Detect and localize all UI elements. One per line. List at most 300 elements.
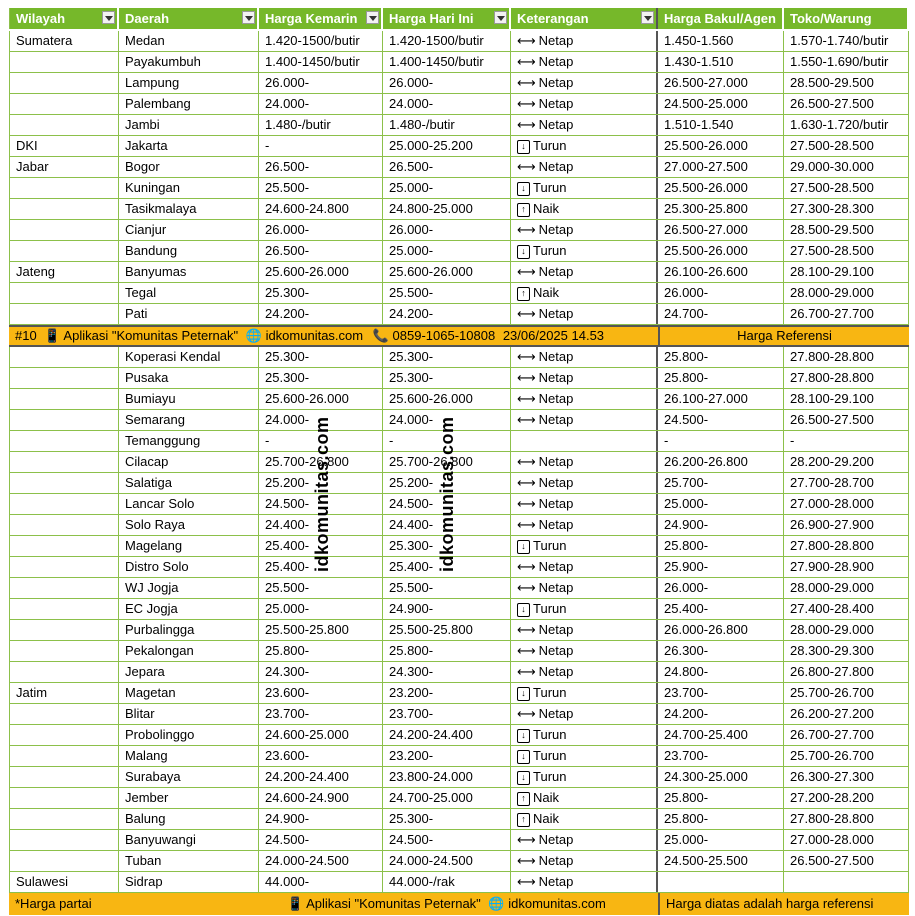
- cell-1: [119, 262, 259, 282]
- cell-text: 25.200-: [265, 475, 310, 490]
- cell-text: 26.200-27.200: [790, 706, 874, 721]
- table-row: [9, 73, 909, 94]
- left-right-arrow-icon: ⟷: [517, 349, 536, 364]
- cell-text: 24.200-24.400: [389, 727, 473, 742]
- cell-text: DKI: [16, 138, 38, 153]
- cell-6: [784, 115, 909, 135]
- cell-6: [784, 241, 909, 261]
- cell-3: [383, 241, 511, 261]
- down-arrow-box-icon: ↓: [517, 771, 530, 785]
- table-row: [9, 283, 909, 304]
- cell-5: [658, 851, 784, 871]
- cell-0: [9, 830, 119, 850]
- table-row: [9, 557, 909, 578]
- table-row: [9, 788, 909, 809]
- cell-text: 26.000-: [265, 75, 310, 90]
- cell-text: 26.500-27.500: [790, 412, 874, 427]
- cell-2: [259, 809, 383, 829]
- cell-text: Netap: [538, 706, 574, 721]
- cell-text: 24.700-25.000: [389, 790, 473, 805]
- cell-text: Jember: [125, 790, 169, 805]
- cell-6: [784, 368, 909, 388]
- cell-1: [119, 283, 259, 303]
- cell-5: [658, 283, 784, 303]
- cell-0: [9, 31, 119, 51]
- cell-6: [784, 725, 909, 745]
- cell-4: [511, 536, 658, 556]
- table-row: [9, 494, 909, 515]
- cell-3: [383, 136, 511, 156]
- cell-1: [119, 494, 259, 514]
- cell-text: 1.420-1500/butir: [389, 33, 484, 48]
- cell-text: Koperasi Kendal: [125, 349, 221, 364]
- cell-text: -: [790, 433, 795, 448]
- cell-text: 25.500-25.800: [389, 622, 473, 637]
- cell-1: [119, 452, 259, 472]
- cell-text: Surabaya: [125, 769, 181, 784]
- cell-6: [784, 704, 909, 724]
- cell-text: 26.500-: [265, 243, 310, 258]
- banner-phone: 0859-1065-10808: [392, 328, 496, 343]
- cell-4: [511, 662, 658, 682]
- cell-text: Naik: [533, 285, 560, 300]
- cell-text: 24.900-: [664, 517, 709, 532]
- up-arrow-box-icon: ↑: [517, 792, 530, 806]
- cell-text: Solo Raya: [125, 517, 185, 532]
- cell-text: -: [265, 138, 270, 153]
- cell-text: 24.000-: [265, 96, 310, 111]
- left-right-arrow-icon: ⟷: [517, 117, 536, 132]
- cell-text: 26.500-27.000: [664, 222, 748, 237]
- cell-text: 25.500-26.000: [664, 243, 748, 258]
- cell-text: 24.000-: [265, 412, 310, 427]
- cell-3: [383, 262, 511, 282]
- cell-4: [511, 220, 658, 240]
- header-2: [259, 8, 383, 29]
- cell-0: [9, 136, 119, 156]
- cell-text: Lancar Solo: [125, 496, 195, 511]
- cell-0: [9, 725, 119, 745]
- globe-icon: 🌐: [488, 896, 505, 911]
- cell-3: [383, 872, 511, 892]
- cell-2: [259, 31, 383, 51]
- cell-1: [119, 473, 259, 493]
- cell-text: Netap: [538, 222, 574, 237]
- cell-text: 25.300-: [265, 285, 310, 300]
- down-arrow-box-icon: ↓: [517, 540, 530, 554]
- cell-6: [784, 199, 909, 219]
- left-right-arrow-icon: ⟷: [517, 496, 536, 511]
- cell-text: Bumiayu: [125, 391, 176, 406]
- cell-0: [9, 94, 119, 114]
- cell-text: Malang: [125, 748, 168, 763]
- cell-5: [658, 725, 784, 745]
- cell-5: [658, 473, 784, 493]
- cell-0: [9, 872, 119, 892]
- cell-text: 1.630-1.720/butir: [790, 117, 889, 132]
- cell-text: 26.000-26.800: [664, 622, 748, 637]
- cell-text: Payakumbuh: [125, 54, 201, 69]
- cell-text: 25.300-: [265, 370, 310, 385]
- footer-app: [281, 893, 658, 915]
- cell-text: Turun: [533, 601, 567, 616]
- cell-5: [658, 620, 784, 640]
- cell-text: -: [389, 433, 394, 448]
- cell-5: [658, 178, 784, 198]
- cell-5: [658, 115, 784, 135]
- cell-6: [784, 494, 909, 514]
- left-right-arrow-icon: ⟷: [517, 706, 536, 721]
- cell-text: Tasikmalaya: [125, 201, 197, 216]
- cell-text: Netap: [538, 874, 574, 889]
- cell-6: [784, 410, 909, 430]
- left-right-arrow-icon: ⟷: [517, 264, 536, 279]
- cell-text: Netap: [538, 832, 574, 847]
- cell-text: 25.700-26.800: [389, 454, 473, 469]
- cell-0: [9, 347, 119, 367]
- banner-left: [9, 327, 658, 345]
- cell-text: 25.300-: [389, 811, 434, 826]
- cell-text: Banyuwangi: [125, 832, 196, 847]
- cell-0: [9, 809, 119, 829]
- cell-text: 27.000-28.000: [790, 496, 874, 511]
- cell-1: [119, 620, 259, 640]
- table-row: [9, 746, 909, 767]
- cell-1: [119, 368, 259, 388]
- banner-site: idkomunitas.com: [265, 328, 364, 343]
- table-row: [9, 199, 909, 220]
- table-row: [9, 31, 909, 52]
- filter-dropdown-icon[interactable]: [641, 11, 654, 24]
- cell-1: [119, 767, 259, 787]
- cell-0: [9, 262, 119, 282]
- cell-4: [511, 283, 658, 303]
- cell-0: [9, 641, 119, 661]
- cell-6: [784, 283, 909, 303]
- cell-1: [119, 683, 259, 703]
- cell-text: Pati: [125, 306, 148, 321]
- cell-text: 25.300-25.800: [664, 201, 748, 216]
- cell-text: 25.200-: [389, 475, 434, 490]
- cell-6: [784, 31, 909, 51]
- cell-6: [784, 94, 909, 114]
- cell-3: [383, 199, 511, 219]
- cell-3: [383, 788, 511, 808]
- cell-4: [511, 452, 658, 472]
- cell-4: [511, 872, 658, 892]
- cell-4: [511, 115, 658, 135]
- cell-4: [511, 809, 658, 829]
- cell-text: Netap: [538, 643, 574, 658]
- cell-2: [259, 157, 383, 177]
- header-label: Toko/Warung: [790, 11, 872, 26]
- table-row: [9, 473, 909, 494]
- cell-6: [784, 262, 909, 282]
- cell-text: 26.000-: [389, 222, 434, 237]
- cell-1: [119, 115, 259, 135]
- cell-text: Netap: [538, 454, 574, 469]
- cell-4: [511, 830, 658, 850]
- left-right-arrow-icon: ⟷: [517, 75, 536, 90]
- cell-2: [259, 73, 383, 93]
- table-row: [9, 809, 909, 830]
- cell-text: Purbalingga: [125, 622, 195, 637]
- cell-text: Netap: [538, 391, 574, 406]
- left-right-arrow-icon: ⟷: [517, 853, 536, 868]
- cell-text: Naik: [533, 811, 560, 826]
- cell-text: 24.500-: [389, 496, 434, 511]
- cell-text: 27.500-28.500: [790, 180, 874, 195]
- cell-text: 27.700-28.700: [790, 475, 874, 490]
- cell-text: Naik: [533, 201, 560, 216]
- cell-5: [658, 788, 784, 808]
- cell-text: Cianjur: [125, 222, 167, 237]
- cell-6: [784, 599, 909, 619]
- cell-2: [259, 136, 383, 156]
- cell-4: [511, 31, 658, 51]
- cell-text: 26.300-: [664, 643, 709, 658]
- cell-0: [9, 536, 119, 556]
- cell-text: 27.300-28.300: [790, 201, 874, 216]
- cell-3: [383, 578, 511, 598]
- cell-4: [511, 52, 658, 72]
- footer-reference: Harga diatas adalah harga referensi: [658, 893, 909, 915]
- cell-1: [119, 809, 259, 829]
- cell-text: 25.600-26.000: [265, 264, 349, 279]
- cell-text: Jakarta: [125, 138, 168, 153]
- cell-text: 1.570-1.740/butir: [790, 33, 889, 48]
- cell-text: 24.400-: [389, 517, 434, 532]
- cell-text: 24.700-: [664, 306, 709, 321]
- cell-text: 25.000-25.200: [389, 138, 473, 153]
- cell-4: [511, 620, 658, 640]
- cell-text: 26.700-27.700: [790, 727, 874, 742]
- table-row: [9, 368, 909, 389]
- cell-5: [658, 157, 784, 177]
- cell-text: 24.500-: [389, 832, 434, 847]
- cell-text: 25.500-: [389, 580, 434, 595]
- cell-5: [658, 304, 784, 324]
- phone-app-icon: 📱: [44, 328, 61, 343]
- cell-text: WJ Jogja: [125, 580, 179, 595]
- cell-text: Netap: [538, 664, 574, 679]
- left-right-arrow-icon: ⟷: [517, 159, 536, 174]
- cell-text: Netap: [538, 370, 574, 385]
- cell-text: 27.500-28.500: [790, 243, 874, 258]
- cell-0: [9, 704, 119, 724]
- cell-1: [119, 536, 259, 556]
- cell-text: 26.500-27.000: [664, 75, 748, 90]
- cell-text: 25.400-: [265, 559, 310, 574]
- cell-text: Turun: [533, 748, 567, 763]
- cell-2: [259, 704, 383, 724]
- cell-2: [259, 262, 383, 282]
- cell-1: [119, 241, 259, 261]
- cell-text: 1.480-/butir: [265, 117, 331, 132]
- cell-5: [658, 557, 784, 577]
- cell-2: [259, 115, 383, 135]
- cell-text: 24.800-25.000: [389, 201, 473, 216]
- cell-text: 27.800-28.800: [790, 349, 874, 364]
- header-label: Wilayah: [16, 11, 66, 26]
- cell-text: 23.800-24.000: [389, 769, 473, 784]
- left-right-arrow-icon: ⟷: [517, 222, 536, 237]
- cell-0: [9, 410, 119, 430]
- cell-text: Netap: [538, 559, 574, 574]
- cell-text: Turun: [533, 769, 567, 784]
- cell-4: [511, 94, 658, 114]
- cell-text: 24.500-25.500: [664, 853, 748, 868]
- cell-6: [784, 452, 909, 472]
- cell-0: [9, 578, 119, 598]
- cell-text: 26.100-27.000: [664, 391, 748, 406]
- cell-text: Netap: [538, 33, 574, 48]
- cell-text: Netap: [538, 159, 574, 174]
- cell-text: 25.300-: [265, 349, 310, 364]
- cell-text: Pusaka: [125, 370, 169, 385]
- table-row: [9, 851, 909, 872]
- cell-text: 25.000-: [389, 243, 434, 258]
- cell-text: Jatim: [16, 685, 48, 700]
- cell-5: [658, 830, 784, 850]
- cell-2: [259, 199, 383, 219]
- header-label: Harga Hari Ini: [389, 11, 474, 26]
- cell-text: Tegal: [125, 285, 157, 300]
- cell-text: Palembang: [125, 96, 191, 111]
- table-row: [9, 452, 909, 473]
- filter-dropdown-icon[interactable]: [494, 11, 507, 24]
- cell-5: [658, 599, 784, 619]
- banner-number: #10: [15, 328, 37, 343]
- cell-0: [9, 157, 119, 177]
- table-row: [9, 599, 909, 620]
- cell-text: 26.100-26.600: [664, 264, 748, 279]
- cell-text: Jepara: [125, 664, 165, 679]
- cell-5: [658, 578, 784, 598]
- cell-text: 26.000-: [389, 75, 434, 90]
- cell-text: 25.800-: [664, 790, 709, 805]
- cell-0: [9, 557, 119, 577]
- banner-app: Aplikasi "Komunitas Peternak": [63, 328, 239, 343]
- cell-4: [511, 347, 658, 367]
- header-1: [119, 8, 259, 29]
- cell-text: 26.500-27.500: [790, 96, 874, 111]
- footer-site: idkomunitas.com: [508, 896, 606, 911]
- filter-dropdown-icon[interactable]: [102, 11, 115, 24]
- cell-4: [511, 368, 658, 388]
- cell-0: [9, 389, 119, 409]
- cell-text: 24.500-: [265, 832, 310, 847]
- cell-text: 24.700-25.400: [664, 727, 748, 742]
- cell-3: [383, 662, 511, 682]
- filter-dropdown-icon[interactable]: [366, 11, 379, 24]
- cell-6: [784, 220, 909, 240]
- down-arrow-box-icon: ↓: [517, 729, 530, 743]
- cell-text: 24.200-: [265, 306, 310, 321]
- cell-6: [784, 536, 909, 556]
- cell-text: 28.000-29.000: [790, 580, 874, 595]
- cell-text: 25.400-: [265, 538, 310, 553]
- cell-text: Turun: [533, 243, 567, 258]
- cell-2: [259, 767, 383, 787]
- cell-text: 24.200-: [664, 706, 709, 721]
- left-right-arrow-icon: ⟷: [517, 643, 536, 658]
- cell-text: 24.500-: [664, 412, 709, 427]
- cell-text: Netap: [538, 517, 574, 532]
- left-right-arrow-icon: ⟷: [517, 874, 536, 889]
- cell-0: [9, 620, 119, 640]
- price-table: [9, 8, 909, 915]
- cell-3: [383, 115, 511, 135]
- cell-text: 27.400-28.400: [790, 601, 874, 616]
- cell-6: [784, 347, 909, 367]
- cell-4: [511, 578, 658, 598]
- filter-dropdown-icon[interactable]: [242, 11, 255, 24]
- cell-text: 1.480-/butir: [389, 117, 455, 132]
- cell-3: [383, 283, 511, 303]
- cell-text: 25.300-: [389, 349, 434, 364]
- left-right-arrow-icon: ⟷: [517, 412, 536, 427]
- cell-text: 24.300-: [389, 664, 434, 679]
- cell-text: Netap: [538, 117, 574, 132]
- phone-icon: 📞: [372, 328, 389, 343]
- cell-5: [658, 746, 784, 766]
- cell-text: 26.000-: [265, 222, 310, 237]
- cell-1: [119, 431, 259, 451]
- cell-text: Semarang: [125, 412, 185, 427]
- cell-text: 24.600-24.900: [265, 790, 349, 805]
- cell-text: Naik: [533, 790, 560, 805]
- cell-text: Netap: [538, 475, 574, 490]
- cell-text: Bogor: [125, 159, 160, 174]
- cell-text: 25.600-26.000: [389, 264, 473, 279]
- cell-4: [511, 410, 658, 430]
- cell-0: [9, 746, 119, 766]
- cell-1: [119, 136, 259, 156]
- top-rows: [9, 31, 909, 325]
- cell-4: [511, 431, 658, 451]
- cell-0: [9, 199, 119, 219]
- cell-4: [511, 241, 658, 261]
- cell-5: [658, 515, 784, 535]
- cell-5: [658, 220, 784, 240]
- cell-5: [658, 662, 784, 682]
- cell-text: 25.000-: [389, 180, 434, 195]
- footer-app-name: Aplikasi "Komunitas Peternak": [306, 896, 481, 911]
- table-row: [9, 725, 909, 746]
- down-arrow-box-icon: ↓: [517, 687, 530, 701]
- cell-text: 25.000-: [664, 832, 709, 847]
- cell-text: Netap: [538, 412, 574, 427]
- cell-0: [9, 788, 119, 808]
- cell-0: [9, 178, 119, 198]
- cell-text: 24.600-24.800: [265, 201, 349, 216]
- cell-text: 24.900-: [265, 811, 310, 826]
- watermark-1: idkomunitas.com: [312, 416, 332, 572]
- cell-2: [259, 872, 383, 892]
- cell-1: [119, 662, 259, 682]
- cell-text: 23.200-: [389, 748, 434, 763]
- cell-5: [658, 389, 784, 409]
- cell-1: [119, 851, 259, 871]
- table-row: [9, 220, 909, 241]
- cell-text: 23.700-: [664, 748, 709, 763]
- cell-4: [511, 767, 658, 787]
- cell-6: [784, 578, 909, 598]
- table-row: [9, 410, 909, 431]
- left-right-arrow-icon: ⟷: [517, 391, 536, 406]
- header-label: Daerah: [125, 11, 170, 26]
